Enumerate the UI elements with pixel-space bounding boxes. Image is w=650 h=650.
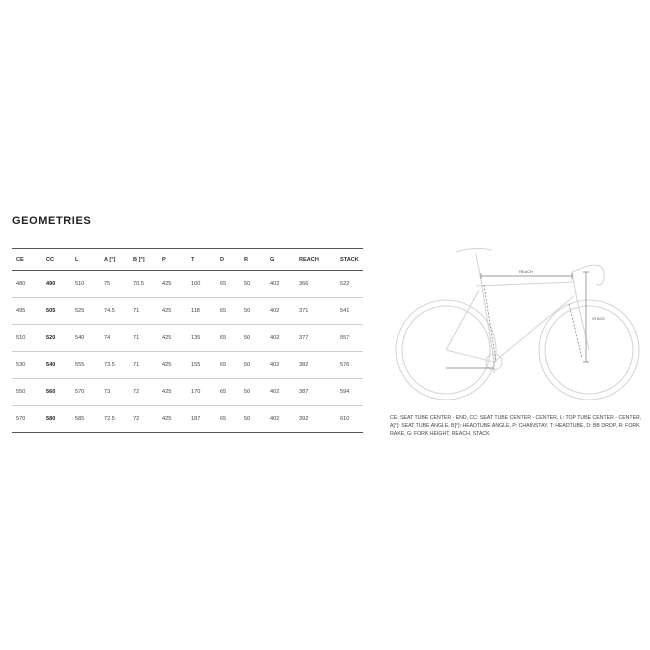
- cell-cc: 520: [42, 325, 71, 352]
- header-a: A [°]: [100, 249, 129, 271]
- cell-ce: 480: [12, 271, 42, 298]
- cell-d: 65: [216, 325, 240, 352]
- header-d: D: [216, 249, 240, 271]
- cell-g: 402: [266, 325, 295, 352]
- cell-ce: 550: [12, 379, 42, 406]
- cell-reach: 366: [295, 271, 336, 298]
- cell-l: 555: [71, 352, 100, 379]
- cell-stack: 541: [336, 298, 363, 325]
- dimension-lines: [446, 272, 589, 374]
- table-row: [12, 352, 363, 379]
- table-row: [12, 271, 363, 298]
- cell-a: 72.5: [100, 406, 129, 433]
- cell-stack: 610: [336, 406, 363, 433]
- bike-geometry-diagram: [384, 240, 640, 400]
- cell-ce: 510: [12, 325, 42, 352]
- cell-l: 540: [71, 325, 100, 352]
- table-row: [12, 325, 363, 352]
- cell-ce: 495: [12, 298, 42, 325]
- cell-l: 510: [71, 271, 100, 298]
- cell-stack: 522: [336, 271, 363, 298]
- header-stack: STACK: [336, 249, 363, 271]
- seat-tube: [481, 280, 494, 362]
- header-cc: CC: [42, 249, 71, 271]
- cell-a: 73: [100, 379, 129, 406]
- head-tube: [572, 272, 577, 300]
- bike-outline: [396, 248, 639, 400]
- cell-b: 70.5: [129, 271, 158, 298]
- seatpost: [476, 254, 481, 280]
- cell-r: 50: [240, 379, 266, 406]
- cell-a: 75: [100, 271, 129, 298]
- cell-cc: 505: [42, 298, 71, 325]
- cell-reach: 371: [295, 298, 336, 325]
- cell-t: 155: [187, 352, 216, 379]
- cell-t: 170: [187, 379, 216, 406]
- cell-l: 525: [71, 298, 100, 325]
- cell-g: 402: [266, 406, 295, 433]
- header-p: P: [158, 249, 187, 271]
- cell-d: 65: [216, 298, 240, 325]
- cell-d: 65: [216, 271, 240, 298]
- cell-t: 135: [187, 325, 216, 352]
- fork: [577, 300, 589, 350]
- cell-cc: 540: [42, 352, 71, 379]
- seatstay: [446, 290, 479, 350]
- header-l: L: [71, 249, 100, 271]
- table-row: [12, 298, 363, 325]
- cell-p: 425: [158, 406, 187, 433]
- cell-t: 100: [187, 271, 216, 298]
- cell-t: 118: [187, 298, 216, 325]
- cell-b: 71: [129, 325, 158, 352]
- cell-t: 187: [187, 406, 216, 433]
- table-row: [12, 379, 363, 406]
- cell-cc: 490: [42, 271, 71, 298]
- cell-d: 65: [216, 406, 240, 433]
- cell-b: 72: [129, 406, 158, 433]
- cell-g: 402: [266, 379, 295, 406]
- header-reach: REACH: [295, 249, 336, 271]
- cell-p: 425: [158, 325, 187, 352]
- cell-stack: 576: [336, 352, 363, 379]
- cell-stack: 594: [336, 379, 363, 406]
- table-header-row: [12, 249, 363, 271]
- cell-reach: 392: [295, 406, 336, 433]
- cell-p: 425: [158, 271, 187, 298]
- cell-ce: 530: [12, 352, 42, 379]
- section-title: GEOMETRIES: [12, 215, 92, 227]
- cell-d: 65: [216, 352, 240, 379]
- cell-l: 570: [71, 379, 100, 406]
- header-t: T: [187, 249, 216, 271]
- cell-r: 50: [240, 406, 266, 433]
- header-b: B [°]: [129, 249, 158, 271]
- cell-p: 425: [158, 298, 187, 325]
- cell-r: 50: [240, 271, 266, 298]
- reach-label: REACH: [519, 269, 534, 274]
- cell-r: 50: [240, 352, 266, 379]
- cell-reach: 387: [295, 379, 336, 406]
- saddle: [456, 248, 492, 252]
- cell-g: 402: [266, 271, 295, 298]
- header-ce: CE: [12, 249, 42, 271]
- header-g: G: [266, 249, 295, 271]
- cell-reach: 382: [295, 352, 336, 379]
- stem: [572, 266, 588, 272]
- cell-b: 71: [129, 352, 158, 379]
- cell-r: 50: [240, 325, 266, 352]
- cell-d: 65: [216, 379, 240, 406]
- cell-reach: 377: [295, 325, 336, 352]
- cell-cc: 580: [42, 406, 71, 433]
- geometry-legend: CE: SEAT TUBE CENTER - END, CC: SEAT TUBE CENTER - CENTER, L: TOP TUBE CENTER - CENTER, A[°]: SEAT TUBE ANGLE, B[°]: HEADTUBE ANGLE, P: CHAINSTAY, T: HEADTUBE, D: BB DROP, R: FORK RAKE, G: FORK HEIGHT, REACH, STACK: [390, 415, 642, 437]
- cell-g: 402: [266, 298, 295, 325]
- geometry-table: [12, 248, 363, 433]
- down-tube: [494, 296, 574, 362]
- handlebar: [588, 265, 604, 285]
- cell-b: 72: [129, 379, 158, 406]
- cell-g: 402: [266, 352, 295, 379]
- cell-p: 425: [158, 379, 187, 406]
- cell-a: 74.5: [100, 298, 129, 325]
- cell-ce: 570: [12, 406, 42, 433]
- cell-stack: 557: [336, 325, 363, 352]
- cell-r: 50: [240, 298, 266, 325]
- cell-b: 71: [129, 298, 158, 325]
- header-r: R: [240, 249, 266, 271]
- table-row: [12, 406, 363, 433]
- cell-l: 585: [71, 406, 100, 433]
- cell-cc: 560: [42, 379, 71, 406]
- cell-a: 74: [100, 325, 129, 352]
- chainstay: [446, 350, 494, 362]
- stack-label: STACK: [592, 316, 606, 321]
- cell-p: 425: [158, 352, 187, 379]
- cell-a: 73.5: [100, 352, 129, 379]
- top-tube: [476, 282, 574, 286]
